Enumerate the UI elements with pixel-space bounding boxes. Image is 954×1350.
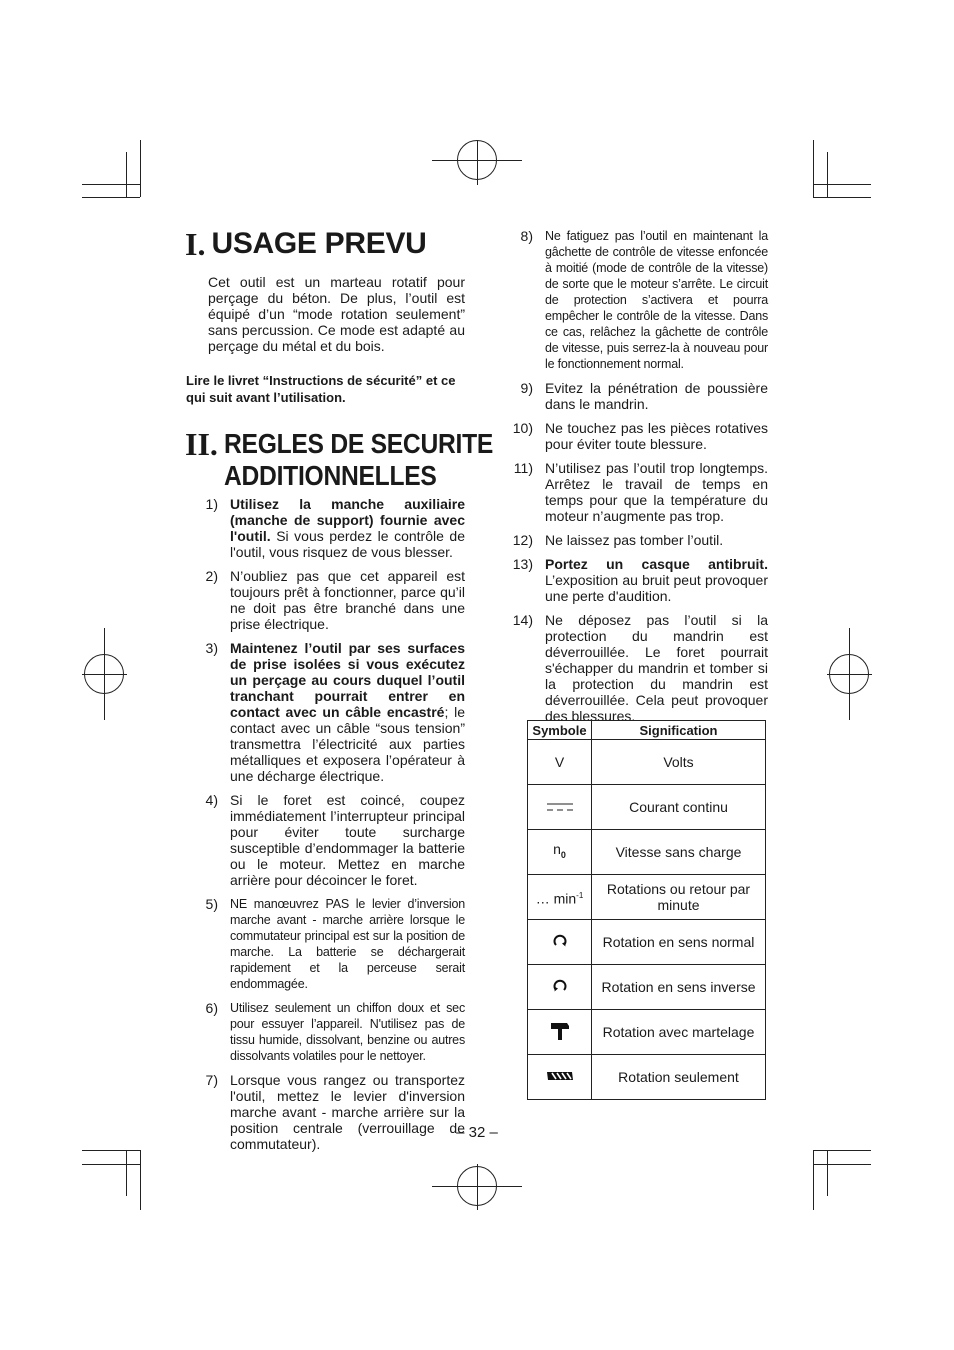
intro-paragraph: Cet outil est un marteau rotatif pour perçage du béton. De plus, l’outil est équipé d’un “mode rotation seulement” sans percussion. Ce mode est adapté au perçage du métal et du bois. <box>208 274 465 354</box>
meaning-cell: Courant continu <box>592 785 766 830</box>
symbol-table <box>527 720 766 1100</box>
meaning-cell: Rotation en sens normal <box>592 920 766 965</box>
list-item: 4) Si le foret est coincé, coupez immédiatement l’interrupteur principal pour éviter toute surcharge susceptible d’endommager la batterie ou le moteur. Mettez en marche arrière pour décoincer le foret. <box>205 792 465 888</box>
list-item: 2) N’oubliez pas que cet appareil est toujours prêt à fonctionner, parce qu’il ne doit pas être branché dans une prise électrique. <box>205 568 465 632</box>
registration-mark <box>829 654 869 694</box>
symbol-no-load-speed: $n_0$ <box>528 830 592 875</box>
table-header-row <box>528 721 766 740</box>
header-symbol: Symbole <box>528 721 592 740</box>
table-row <box>528 740 766 785</box>
list-item: 14) Ne déposez pas l’outil si la protection du mandrin est déverrouillée. Le foret pourrait s'échapper du mandrin et tomber si la protection du mandrin est déverrouillée. Cela peut provoquer des blessures. <box>512 612 768 724</box>
section-heading-usage <box>185 228 465 260</box>
meaning-cell: Rotation avec martelage <box>592 1010 766 1055</box>
hammer-icon <box>549 1020 571 1042</box>
rotation-reverse-icon <box>552 978 568 994</box>
right-column <box>500 228 768 732</box>
list-item: 12) Ne laissez pas tomber l’outil. <box>512 532 724 548</box>
list-item: 1) Utilisez la manche auxiliaire (manche de support) fournie avec l'outil. Si vous perdez le contrôle de l'outil, vous risquez de vous blesser. <box>205 496 465 560</box>
list-item: 13) Portez un casque antibruit. L’exposition au bruit peut provoquer une perte d'audition. <box>512 556 768 604</box>
table-row <box>528 1010 766 1055</box>
registration-mark <box>457 140 497 180</box>
list-item: 6) Utilisez seulement un chiffon doux et sec pour essuyer l’appareil. N'utilisez pas de tissu humide, dissolvant, benzine ou autres dissolvants volatiles pour le nettoyer. <box>205 1000 465 1063</box>
registration-mark <box>457 1166 497 1206</box>
list-item: 9) Evitez la pénétration de poussière dans le mandrin. <box>520 380 768 412</box>
meaning-cell: Vitesse sans charge <box>592 830 766 875</box>
table-row <box>528 830 766 875</box>
table-row <box>528 920 766 965</box>
list-item: 5) NE manœuvrez PAS le levier d’inversion marche avant - marche arrière lorsque le commutateur principal est sur la position de marche. La batterie se déchargerait rapidement et la perceuse serait endommagée. <box>205 896 465 991</box>
meaning-cell: Rotation seulement <box>592 1055 766 1100</box>
direct-current-icon <box>546 802 574 812</box>
list-item: 7) Lorsque vous rangez ou transportez l'outil, mettez le levier d'inversion marche avant - marche arrière sur la position centrale (verrouillage de commutateur). <box>205 1072 465 1152</box>
section-title: REGLES DE SECURITE ADDITIONNELLES <box>223 428 493 491</box>
section-heading-safety <box>185 426 493 492</box>
section-title: USAGE PREVU <box>211 227 427 260</box>
drill-only-icon <box>546 1070 574 1082</box>
meaning-cell: Rotations ou retour par minute <box>592 875 766 920</box>
table-row <box>528 965 766 1010</box>
symbol-volts: V <box>528 740 592 785</box>
section-number: I. <box>185 226 206 262</box>
section-number: II. <box>185 426 218 462</box>
header-meaning: Signification <box>592 721 766 740</box>
list-item: 11) N’utilisez pas l’outil trop longtemps. Arrêtez le travail de temps en temps pour que la température du moteur n’augmente pas trop. <box>513 460 768 524</box>
meaning-cell: Volts <box>592 740 766 785</box>
safety-rules-list-left <box>185 496 465 1152</box>
registration-mark <box>84 654 124 694</box>
list-item: 8) Ne fatiguez pas l’outil en maintenant la gâchette de contrôle de vitesse enfoncée à moitié (mode de contrôle de la vitesse) de sorte que le moteur s’arrête. Le circuit de protection s’activera et pourra empêcher le contrôle de la vitesse. Dans ce cas, relâchez la gâchette de contrôle de vitesse, puis serrez-la à nouveau pour le fonctionnement normal. <box>520 228 768 371</box>
page-number: – 32 – <box>456 1124 498 1141</box>
safety-rules-list-right <box>500 228 768 724</box>
list-item: 3) Maintenez l’outil par ses surfaces de prise isolées si vous exécutez un perçage au cours duquel l’outil tranchant pourrait entrer en contact avec un câble encastré; le contact avec un câble “sous tension” transmettra l’électricité aux parties métalliques et exposera l’opérateur à une décharge électrique. <box>205 640 465 784</box>
table-row <box>528 1055 766 1100</box>
table-row <box>528 875 766 920</box>
safety-booklet-note: Lire le livret “Instructions de sécurité” et ce qui suit avant l’utilisation. <box>186 373 456 405</box>
table-row <box>528 785 766 830</box>
meaning-cell: Rotation en sens inverse <box>592 965 766 1010</box>
symbol-per-minute: … $\min^{-1}$ <box>528 875 592 920</box>
list-item: 10) Ne touchez pas les pièces rotatives pour éviter toute blessure. <box>512 420 768 452</box>
rotation-forward-icon <box>552 933 568 949</box>
